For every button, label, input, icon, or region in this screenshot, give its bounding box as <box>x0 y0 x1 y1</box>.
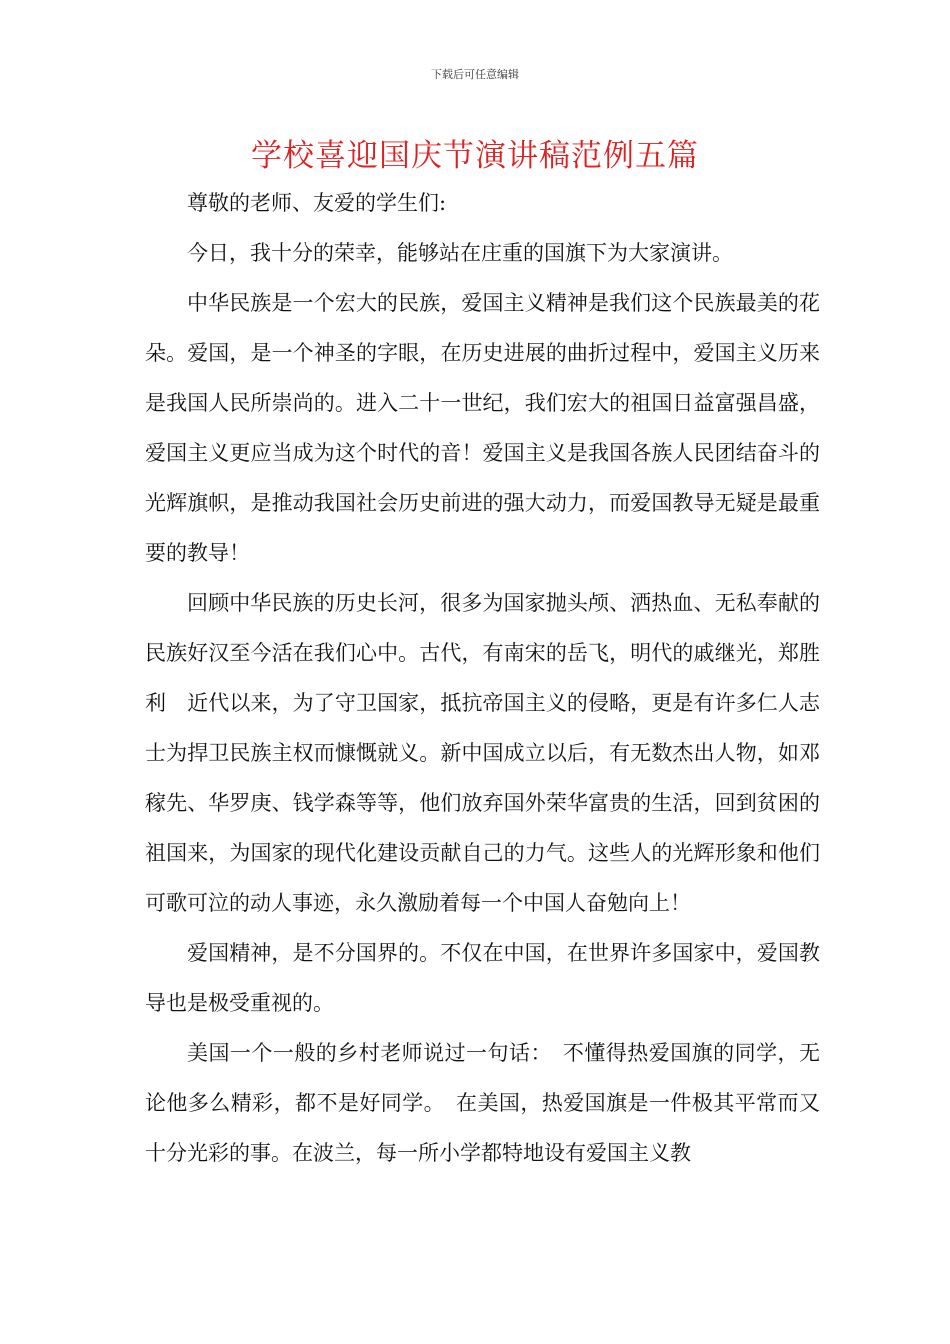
document-body <box>145 178 820 1178</box>
paragraph-examples: 美国一个一般的乡村老师说过一句话： 不懂得热爱国旗的同学，无论他多么精彩，都不是好同学。 在美国，热爱国旗是一件极其平常而又十分光彩的事。在波兰，每一所小学都特地设有爱国主义教 <box>145 1041 820 1165</box>
paragraph-salutation: 尊敬的老师、友爱的学生们: <box>187 191 447 215</box>
paragraph-opening: 今日，我十分的荣幸，能够站在庄重的国旗下为大家演讲。 <box>187 241 733 265</box>
paragraph-history: 回顾中华民族的历史长河，很多为国家抛头颅、洒热血、无私奉献的民族好汉至今活在我们心中。古代，有南宋的岳飞，明代的戚继光，郑胜利 近代以来，为了守卫国家，抵抗帝国主义的侵略，更是有许多仁人志士为捍卫民族主权而慷慨就义。新中国成立以后，有无数杰出人物，如邓稼先、华罗庚、钱学森等等，他们放弃国外荣华富贵的生活，回到贫困的祖国来，为国家的现代化建设贡献自己的力气。这些人的光辉形象和他们可歌可泣的动人事迹，永久激励着每一个中国人奋勉向上！ <box>145 591 820 915</box>
header-note: 下载后可任意编辑 <box>431 68 519 81</box>
paragraph-patriotism: 中华民族是一个宏大的民族，爱国主义精神是我们这个民族最美的花朵。爱国，是一个神圣的字眼，在历史进展的曲折过程中，爱国主义历来是我国人民所崇尚的。进入二十一世纪，我们宏大的祖国日益富强昌盛，爱国主义更应当成为这个时代的音！爱国主义是我国各族人民团结奋斗的光辉旗帜，是推动我国社会历史前进的强大动力，而爱国教导无疑是最重要的教导！ <box>145 291 820 565</box>
paragraph-borderless: 爱国精神，是不分国界的。不仅在中国，在世界许多国家中，爱国教导也是极受重视的。 <box>145 941 820 1015</box>
page-title: 学校喜迎国庆节演讲稿范例五篇 <box>251 138 699 174</box>
